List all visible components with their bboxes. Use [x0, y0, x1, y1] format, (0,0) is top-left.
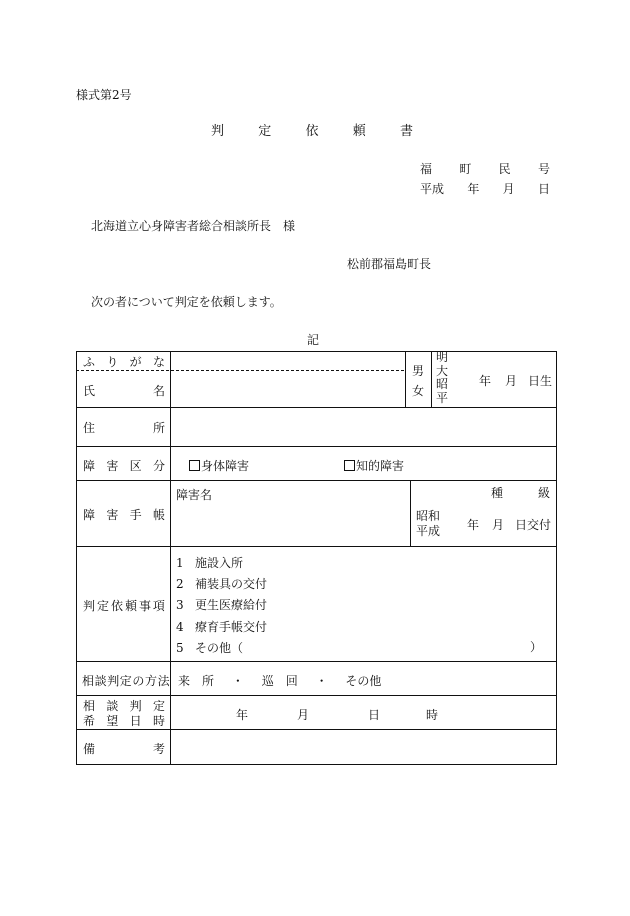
- physical-disability-label: 身体障害: [201, 459, 250, 473]
- grade-type-label: 種: [491, 486, 504, 500]
- label-char: 時: [152, 714, 165, 728]
- other-item-field[interactable]: [244, 636, 524, 654]
- ki-heading: 記: [307, 333, 320, 347]
- label-char: 害: [106, 508, 119, 522]
- desired-label-line-2: [83, 712, 165, 729]
- label-char: 談: [106, 699, 119, 713]
- label-char: 定: [96, 599, 109, 613]
- era-taisho-option[interactable]: 大: [436, 363, 449, 378]
- row-divider: [76, 407, 557, 408]
- issue-era-options: [416, 509, 440, 539]
- desired-hour-label: 時: [426, 708, 439, 722]
- item-text: 療育手帳交付: [195, 619, 268, 634]
- label-char: 事: [138, 599, 151, 613]
- issue-year-label: 年: [467, 518, 480, 532]
- category-label: [83, 457, 165, 474]
- birth-year-label: 年: [479, 374, 492, 388]
- item-text: 更生医療給付: [195, 598, 268, 613]
- item-number: 5: [176, 640, 184, 655]
- label-char: 障: [83, 508, 96, 522]
- method-char: 来: [178, 674, 191, 688]
- grade-level-label: 級: [538, 486, 551, 500]
- title-char: 定: [258, 124, 272, 139]
- title-char: 書: [399, 124, 413, 139]
- title-char: 頼: [352, 124, 366, 139]
- era-heisei-option[interactable]: 平: [436, 391, 449, 406]
- date-year: 年: [467, 182, 480, 196]
- label-char: 定: [152, 699, 165, 713]
- row-divider: [76, 695, 557, 696]
- row-divider: [76, 446, 557, 447]
- label-char: 手: [129, 508, 142, 522]
- title-char: 判: [211, 124, 225, 139]
- date-era: 平成: [420, 182, 445, 196]
- name-field[interactable]: [172, 372, 404, 406]
- intellectual-disability-option[interactable]: [344, 457, 404, 474]
- era-showa-option[interactable]: 昭: [436, 377, 449, 392]
- row-divider: [76, 729, 557, 730]
- method-options: [178, 672, 381, 689]
- table-border-left: [76, 351, 77, 765]
- era-showa-option[interactable]: 昭和: [416, 509, 441, 523]
- item-text: 施設入所: [195, 556, 244, 570]
- era-meiji-option[interactable]: 明: [436, 350, 449, 364]
- reference-number-line: [420, 160, 550, 177]
- label-char: 判: [129, 699, 142, 713]
- row-divider: [76, 661, 557, 662]
- sex-column-left: [405, 351, 406, 407]
- request-items-label: [83, 597, 165, 614]
- era-heisei-option[interactable]: 平成: [416, 524, 441, 538]
- sender: 松前郡福島町長: [347, 257, 432, 271]
- label-char: り: [106, 355, 119, 369]
- row-divider: [76, 480, 557, 481]
- label-char: 名: [152, 384, 165, 398]
- label-char: 頼: [124, 599, 137, 613]
- label-char: 依: [110, 599, 123, 613]
- list-item[interactable]: [176, 617, 267, 638]
- furigana-field[interactable]: [172, 352, 404, 370]
- date-day: 日: [537, 182, 550, 196]
- ref-char: 福: [420, 162, 433, 176]
- item-number: 2: [176, 577, 184, 592]
- item-number: 4: [176, 619, 184, 634]
- item-number: 3: [176, 598, 184, 613]
- document-title: [211, 120, 413, 139]
- intellectual-disability-label: 知的障害: [356, 459, 405, 473]
- name-label: [83, 382, 165, 399]
- remarks-field[interactable]: [172, 731, 554, 763]
- ref-char: 号: [537, 162, 550, 176]
- table-border-right: [556, 351, 557, 765]
- date-month: 月: [502, 182, 515, 196]
- handbook-divider: [410, 480, 411, 546]
- method-other-option[interactable]: その他: [345, 674, 382, 688]
- other-close-paren: ）: [530, 640, 543, 654]
- separator-dot: ・: [231, 674, 244, 688]
- item-number: 1: [176, 556, 184, 570]
- label-char: 希: [83, 714, 96, 728]
- method-label: 相談判定の方法: [82, 674, 171, 688]
- birth-month-label: 月: [505, 374, 518, 388]
- issue-month-label: 月: [492, 518, 505, 532]
- desired-year-label: 年: [236, 708, 249, 722]
- label-char: 考: [152, 742, 165, 756]
- label-char: 備: [83, 742, 96, 756]
- label-char: 住: [83, 421, 96, 435]
- address-label: [83, 419, 165, 436]
- row-divider: [76, 546, 557, 547]
- issue-date-line: [420, 180, 550, 197]
- label-char: が: [129, 355, 142, 369]
- furigana-dashed-divider: [76, 370, 404, 371]
- item-text: その他（: [195, 640, 244, 655]
- disability-name-label: 障害名: [176, 488, 213, 502]
- desired-day-label: 日: [368, 708, 381, 722]
- desired-month-label: 月: [297, 708, 310, 722]
- list-item[interactable]: [176, 595, 267, 616]
- table-border-bottom: [76, 764, 557, 765]
- issue-day-label: 日交付: [515, 518, 552, 532]
- label-char: 判: [83, 599, 96, 613]
- checkbox-icon[interactable]: [344, 460, 355, 471]
- label-char: 障: [83, 459, 96, 473]
- method-char: 回: [285, 674, 298, 688]
- label-char: 所: [152, 421, 165, 435]
- ref-char: 民: [498, 162, 511, 176]
- addressee: 北海道立心身障害者総合相談所長 様: [91, 219, 296, 233]
- address-field[interactable]: [172, 409, 554, 445]
- list-item[interactable]: [176, 553, 267, 574]
- birth-day-label: 日生: [528, 374, 553, 388]
- label-char: 分: [152, 459, 165, 473]
- checkbox-icon[interactable]: [189, 460, 200, 471]
- form-number: 様式第2号: [76, 88, 132, 102]
- request-statement: 次の者について判定を依頼します。: [91, 295, 282, 309]
- label-char: 望: [106, 714, 119, 728]
- method-char: 巡: [261, 674, 274, 688]
- method-visit-option[interactable]: [178, 674, 214, 688]
- label-column-divider: [170, 351, 171, 765]
- disability-name-field[interactable]: [176, 502, 406, 544]
- label-char: 害: [106, 459, 119, 473]
- furigana-label: [83, 353, 165, 370]
- title-char: 依: [305, 124, 319, 139]
- label-char: 相: [83, 699, 96, 713]
- item-text: 補装具の交付: [195, 577, 268, 592]
- label-char: 項: [152, 599, 165, 613]
- sex-female-option[interactable]: 女: [412, 384, 425, 398]
- list-item[interactable]: [176, 574, 267, 595]
- remarks-label: [83, 740, 165, 757]
- label-char: ふ: [83, 355, 96, 369]
- physical-disability-option[interactable]: [189, 457, 249, 474]
- label-char: 帳: [152, 508, 165, 522]
- era-options: [436, 351, 448, 406]
- era-column-left: [431, 351, 432, 407]
- sex-male-option[interactable]: 男: [412, 364, 425, 378]
- method-tour-option[interactable]: [262, 674, 298, 688]
- label-char: な: [152, 355, 165, 369]
- separator-dot: ・: [315, 674, 328, 688]
- handbook-label: [83, 506, 165, 523]
- label-char: 氏: [83, 384, 96, 398]
- label-char: 区: [129, 459, 142, 473]
- method-char: 所: [202, 674, 215, 688]
- ref-char: 町: [459, 162, 472, 176]
- label-char: 日: [129, 714, 142, 728]
